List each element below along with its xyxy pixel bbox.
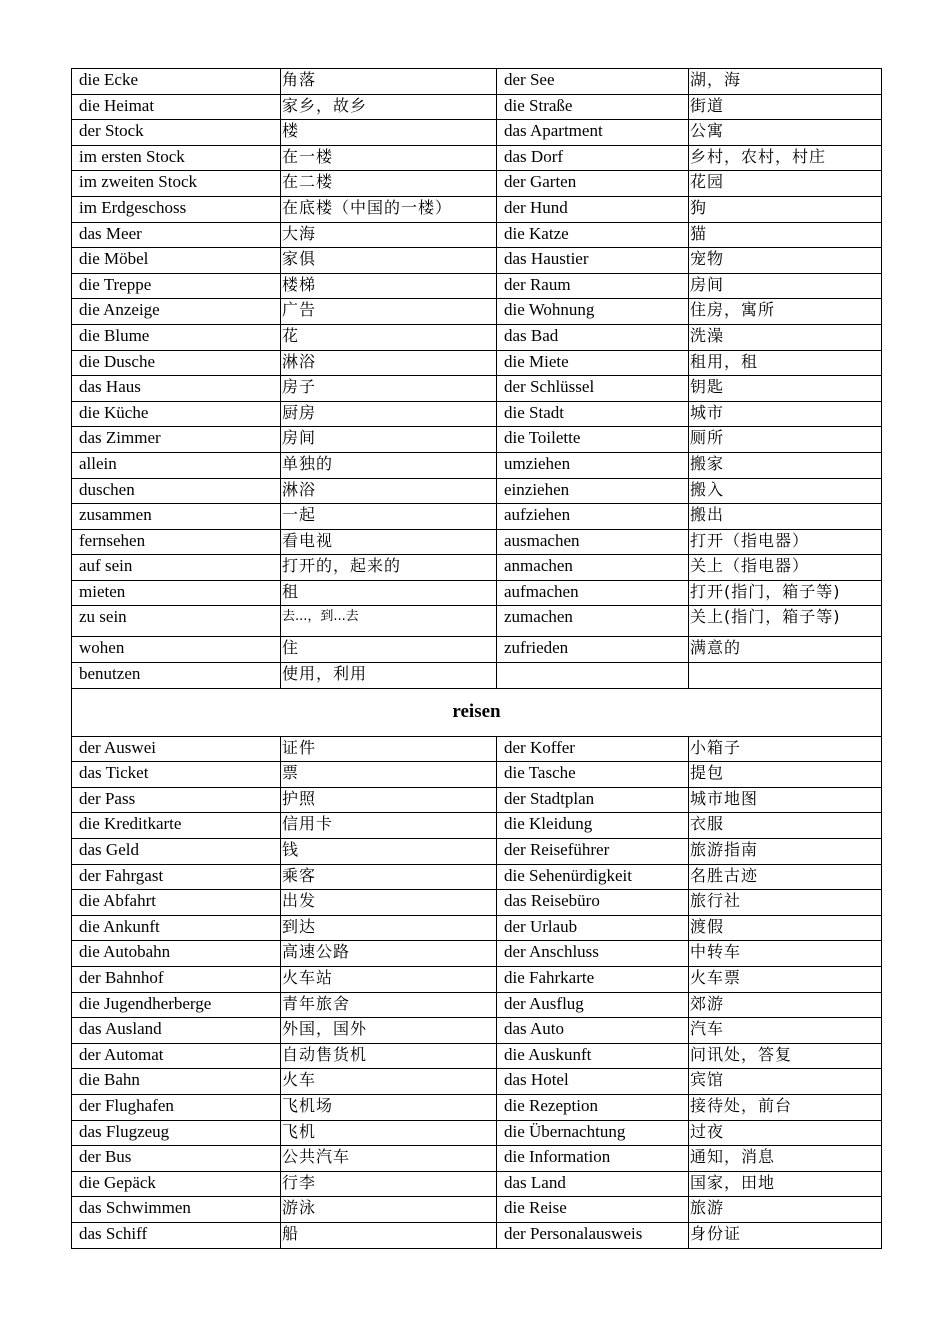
table-row <box>72 350 882 376</box>
table-row <box>72 299 882 325</box>
chinese-meaning-cell: 乘客 <box>281 864 497 890</box>
chinese-meaning-cell: 洗澡 <box>689 324 882 350</box>
vocabulary-page <box>71 68 881 1249</box>
german-word-cell: die Information <box>497 1146 689 1172</box>
german-word-cell: die Straße <box>497 94 689 120</box>
german-word-cell: auf sein <box>72 555 281 581</box>
table-row <box>72 401 882 427</box>
german-word-cell: der Bahnhof <box>72 967 281 993</box>
german-word-cell: die Autobahn <box>72 941 281 967</box>
chinese-meaning-cell: 飞机 <box>281 1120 497 1146</box>
german-word-cell: der Anschluss <box>497 941 689 967</box>
table-row <box>72 663 882 689</box>
german-word-cell: wohen <box>72 637 281 663</box>
chinese-meaning-cell: 满意的 <box>689 637 882 663</box>
chinese-meaning-cell: 外国，国外 <box>281 1018 497 1044</box>
table-row <box>72 637 882 663</box>
german-word-cell: das Apartment <box>497 120 689 146</box>
german-word-cell: das Zimmer <box>72 427 281 453</box>
chinese-meaning-cell: 接待处，前台 <box>689 1094 882 1120</box>
table-row <box>72 222 882 248</box>
table-row <box>72 1069 882 1095</box>
table-row <box>72 992 882 1018</box>
chinese-meaning-cell: 汽车 <box>689 1018 882 1044</box>
chinese-meaning-cell: 出发 <box>281 890 497 916</box>
german-word-cell: die Anzeige <box>72 299 281 325</box>
chinese-meaning-cell: 湖，海 <box>689 69 882 95</box>
german-word-cell: der Bus <box>72 1146 281 1172</box>
german-word-cell: die Sehenürdigkeit <box>497 864 689 890</box>
german-word-cell: der Ausflug <box>497 992 689 1018</box>
chinese-meaning-cell: 打开（指电器） <box>689 529 882 555</box>
chinese-meaning-cell: 旅游 <box>689 1197 882 1223</box>
chinese-meaning-cell: 厨房 <box>281 401 497 427</box>
german-word-cell: die Bahn <box>72 1069 281 1095</box>
table-row <box>72 555 882 581</box>
table-row <box>72 813 882 839</box>
german-word-cell: umziehen <box>497 452 689 478</box>
chinese-meaning-cell: 狗 <box>689 196 882 222</box>
table-row <box>72 1120 882 1146</box>
table-row <box>72 196 882 222</box>
table-row <box>72 967 882 993</box>
chinese-meaning-cell: 火车票 <box>689 967 882 993</box>
chinese-meaning-cell: 名胜古迹 <box>689 864 882 890</box>
german-word-cell: die Möbel <box>72 248 281 274</box>
chinese-meaning-cell: 钱 <box>281 839 497 865</box>
chinese-meaning-cell: 搬家 <box>689 452 882 478</box>
german-word-cell: das Geld <box>72 839 281 865</box>
chinese-meaning-cell: 猫 <box>689 222 882 248</box>
table-row <box>72 1146 882 1172</box>
section-reisen <box>72 736 882 1248</box>
section-header <box>72 688 882 736</box>
table-row <box>72 787 882 813</box>
chinese-meaning-cell: 飞机场 <box>281 1094 497 1120</box>
german-word-cell: die Reise <box>497 1197 689 1223</box>
chinese-meaning-cell: 旅游指南 <box>689 839 882 865</box>
german-word-cell: der Auswei <box>72 736 281 762</box>
german-word-cell: der Pass <box>72 787 281 813</box>
german-word-cell: der Koffer <box>497 736 689 762</box>
german-word-cell: das Haustier <box>497 248 689 274</box>
german-word-cell: die Kleidung <box>497 813 689 839</box>
chinese-meaning-cell: 城市 <box>689 401 882 427</box>
chinese-meaning-cell <box>689 663 882 689</box>
section-title: reisen <box>72 688 882 736</box>
chinese-meaning-cell: 宠物 <box>689 248 882 274</box>
german-word-cell: das Bad <box>497 324 689 350</box>
german-word-cell: zumachen <box>497 606 689 637</box>
german-word-cell: die Kreditkarte <box>72 813 281 839</box>
table-row <box>72 478 882 504</box>
chinese-meaning-cell: 搬出 <box>689 504 882 530</box>
chinese-meaning-cell: 证件 <box>281 736 497 762</box>
table-row <box>72 504 882 530</box>
german-word-cell: der Fahrgast <box>72 864 281 890</box>
chinese-meaning-cell: 过夜 <box>689 1120 882 1146</box>
german-word-cell: die Miete <box>497 350 689 376</box>
german-word-cell: das Ticket <box>72 762 281 788</box>
german-word-cell: zu sein <box>72 606 281 637</box>
table-row <box>72 736 882 762</box>
table-row <box>72 839 882 865</box>
german-word-cell: mieten <box>72 580 281 606</box>
german-word-cell: die Gepäck <box>72 1171 281 1197</box>
table-row <box>72 890 882 916</box>
chinese-meaning-cell: 旅行社 <box>689 890 882 916</box>
table-row <box>72 762 882 788</box>
german-word-cell: der Stock <box>72 120 281 146</box>
chinese-meaning-cell: 楼梯 <box>281 273 497 299</box>
chinese-meaning-cell: 去...，到...去 <box>281 606 497 637</box>
german-word-cell: das Schwimmen <box>72 1197 281 1223</box>
table-row <box>72 452 882 478</box>
chinese-meaning-cell: 高速公路 <box>281 941 497 967</box>
chinese-meaning-cell: 一起 <box>281 504 497 530</box>
chinese-meaning-cell: 提包 <box>689 762 882 788</box>
german-word-cell: die Heimat <box>72 94 281 120</box>
chinese-meaning-cell: 使用，利用 <box>281 663 497 689</box>
chinese-meaning-cell: 火车 <box>281 1069 497 1095</box>
table-row <box>72 1222 882 1248</box>
table-row <box>72 529 882 555</box>
chinese-meaning-cell: 国家，田地 <box>689 1171 882 1197</box>
table-row <box>72 69 882 95</box>
chinese-meaning-cell: 单独的 <box>281 452 497 478</box>
chinese-meaning-cell: 船 <box>281 1222 497 1248</box>
german-word-cell: die Stadt <box>497 401 689 427</box>
vocabulary-table <box>71 68 882 1249</box>
german-word-cell: das Land <box>497 1171 689 1197</box>
chinese-meaning-cell: 渡假 <box>689 915 882 941</box>
chinese-meaning-cell: 厕所 <box>689 427 882 453</box>
chinese-meaning-cell: 关上(指门，箱子等) <box>689 606 882 637</box>
chinese-meaning-cell: 通知，消息 <box>689 1146 882 1172</box>
chinese-meaning-cell: 青年旅舍 <box>281 992 497 1018</box>
german-word-cell: das Schiff <box>72 1222 281 1248</box>
table-row <box>72 864 882 890</box>
chinese-meaning-cell: 在底楼（中国的一楼） <box>281 196 497 222</box>
german-word-cell: die Katze <box>497 222 689 248</box>
german-word-cell: der See <box>497 69 689 95</box>
german-word-cell: die Ecke <box>72 69 281 95</box>
table-row <box>72 427 882 453</box>
table-row <box>72 606 882 637</box>
german-word-cell: das Ausland <box>72 1018 281 1044</box>
table-row <box>72 1171 882 1197</box>
german-word-cell: der Raum <box>497 273 689 299</box>
german-word-cell: im ersten Stock <box>72 145 281 171</box>
chinese-meaning-cell: 钥匙 <box>689 376 882 402</box>
table-row <box>72 941 882 967</box>
chinese-meaning-cell: 花 <box>281 324 497 350</box>
chinese-meaning-cell: 宾馆 <box>689 1069 882 1095</box>
chinese-meaning-cell: 房子 <box>281 376 497 402</box>
chinese-meaning-cell: 淋浴 <box>281 478 497 504</box>
chinese-meaning-cell: 城市地图 <box>689 787 882 813</box>
german-word-cell: der Schlüssel <box>497 376 689 402</box>
chinese-meaning-cell: 住 <box>281 637 497 663</box>
chinese-meaning-cell: 打开(指门，箱子等) <box>689 580 882 606</box>
table-row <box>72 171 882 197</box>
german-word-cell: das Dorf <box>497 145 689 171</box>
chinese-meaning-cell: 身份证 <box>689 1222 882 1248</box>
table-row <box>72 915 882 941</box>
chinese-meaning-cell: 房间 <box>281 427 497 453</box>
chinese-meaning-cell: 问讯处，答复 <box>689 1043 882 1069</box>
chinese-meaning-cell: 游泳 <box>281 1197 497 1223</box>
german-word-cell: die Wohnung <box>497 299 689 325</box>
chinese-meaning-cell: 花园 <box>689 171 882 197</box>
chinese-meaning-cell: 公共汽车 <box>281 1146 497 1172</box>
german-word-cell: aufmachen <box>497 580 689 606</box>
chinese-meaning-cell: 小箱子 <box>689 736 882 762</box>
chinese-meaning-cell: 打开的，起来的 <box>281 555 497 581</box>
chinese-meaning-cell: 搬入 <box>689 478 882 504</box>
chinese-meaning-cell: 租用，租 <box>689 350 882 376</box>
german-word-cell: einziehen <box>497 478 689 504</box>
chinese-meaning-cell: 到达 <box>281 915 497 941</box>
german-word-cell: das Meer <box>72 222 281 248</box>
german-word-cell: die Abfahrt <box>72 890 281 916</box>
german-word-cell: der Hund <box>497 196 689 222</box>
german-word-cell: duschen <box>72 478 281 504</box>
german-word-cell: das Reisebüro <box>497 890 689 916</box>
chinese-meaning-cell: 租 <box>281 580 497 606</box>
german-word-cell: zusammen <box>72 504 281 530</box>
german-word-cell: das Auto <box>497 1018 689 1044</box>
chinese-meaning-cell: 楼 <box>281 120 497 146</box>
german-word-cell: der Garten <box>497 171 689 197</box>
table-row <box>72 94 882 120</box>
chinese-meaning-cell: 乡村，农村，村庄 <box>689 145 882 171</box>
chinese-meaning-cell: 角落 <box>281 69 497 95</box>
chinese-meaning-cell: 在一楼 <box>281 145 497 171</box>
table-row <box>72 376 882 402</box>
table-row <box>72 1197 882 1223</box>
chinese-meaning-cell: 票 <box>281 762 497 788</box>
table-row <box>72 1018 882 1044</box>
german-word-cell: die Übernachtung <box>497 1120 689 1146</box>
table-row <box>72 273 882 299</box>
chinese-meaning-cell: 护照 <box>281 787 497 813</box>
german-word-cell: die Dusche <box>72 350 281 376</box>
section-wohnen <box>72 69 882 689</box>
german-word-cell: das Haus <box>72 376 281 402</box>
german-word-cell: fernsehen <box>72 529 281 555</box>
german-word-cell <box>497 663 689 689</box>
german-word-cell: zufrieden <box>497 637 689 663</box>
chinese-meaning-cell: 行李 <box>281 1171 497 1197</box>
german-word-cell: im Erdgeschoss <box>72 196 281 222</box>
chinese-meaning-cell: 火车站 <box>281 967 497 993</box>
german-word-cell: der Flughafen <box>72 1094 281 1120</box>
german-word-cell: der Personalausweis <box>497 1222 689 1248</box>
german-word-cell: benutzen <box>72 663 281 689</box>
german-word-cell: die Tasche <box>497 762 689 788</box>
chinese-meaning-cell: 在二楼 <box>281 171 497 197</box>
german-word-cell: ausmachen <box>497 529 689 555</box>
chinese-meaning-cell: 房间 <box>689 273 882 299</box>
german-word-cell: anmachen <box>497 555 689 581</box>
german-word-cell: allein <box>72 452 281 478</box>
chinese-meaning-cell: 郊游 <box>689 992 882 1018</box>
german-word-cell: die Treppe <box>72 273 281 299</box>
german-word-cell: die Toilette <box>497 427 689 453</box>
german-word-cell: im zweiten Stock <box>72 171 281 197</box>
german-word-cell: das Hotel <box>497 1069 689 1095</box>
chinese-meaning-cell: 街道 <box>689 94 882 120</box>
german-word-cell: die Küche <box>72 401 281 427</box>
table-row <box>72 324 882 350</box>
chinese-meaning-cell: 衣服 <box>689 813 882 839</box>
german-word-cell: die Ankunft <box>72 915 281 941</box>
table-row <box>72 145 882 171</box>
chinese-meaning-cell: 家俱 <box>281 248 497 274</box>
chinese-meaning-cell: 公寓 <box>689 120 882 146</box>
german-word-cell: die Jugendherberge <box>72 992 281 1018</box>
german-word-cell: das Flugzeug <box>72 1120 281 1146</box>
german-word-cell: die Auskunft <box>497 1043 689 1069</box>
table-row <box>72 1043 882 1069</box>
german-word-cell: der Stadtplan <box>497 787 689 813</box>
german-word-cell: der Reiseführer <box>497 839 689 865</box>
chinese-meaning-cell: 住房，寓所 <box>689 299 882 325</box>
german-word-cell: die Rezeption <box>497 1094 689 1120</box>
german-word-cell: die Blume <box>72 324 281 350</box>
german-word-cell: die Fahrkarte <box>497 967 689 993</box>
chinese-meaning-cell: 自动售货机 <box>281 1043 497 1069</box>
chinese-meaning-cell: 广告 <box>281 299 497 325</box>
table-row <box>72 1094 882 1120</box>
chinese-meaning-cell: 信用卡 <box>281 813 497 839</box>
table-row <box>72 248 882 274</box>
chinese-meaning-cell: 关上（指电器） <box>689 555 882 581</box>
chinese-meaning-cell: 大海 <box>281 222 497 248</box>
chinese-meaning-cell: 看电视 <box>281 529 497 555</box>
chinese-meaning-cell: 中转车 <box>689 941 882 967</box>
german-word-cell: der Automat <box>72 1043 281 1069</box>
chinese-meaning-cell: 淋浴 <box>281 350 497 376</box>
table-row <box>72 580 882 606</box>
table-row <box>72 120 882 146</box>
chinese-meaning-cell: 家乡，故乡 <box>281 94 497 120</box>
german-word-cell: aufziehen <box>497 504 689 530</box>
german-word-cell: der Urlaub <box>497 915 689 941</box>
